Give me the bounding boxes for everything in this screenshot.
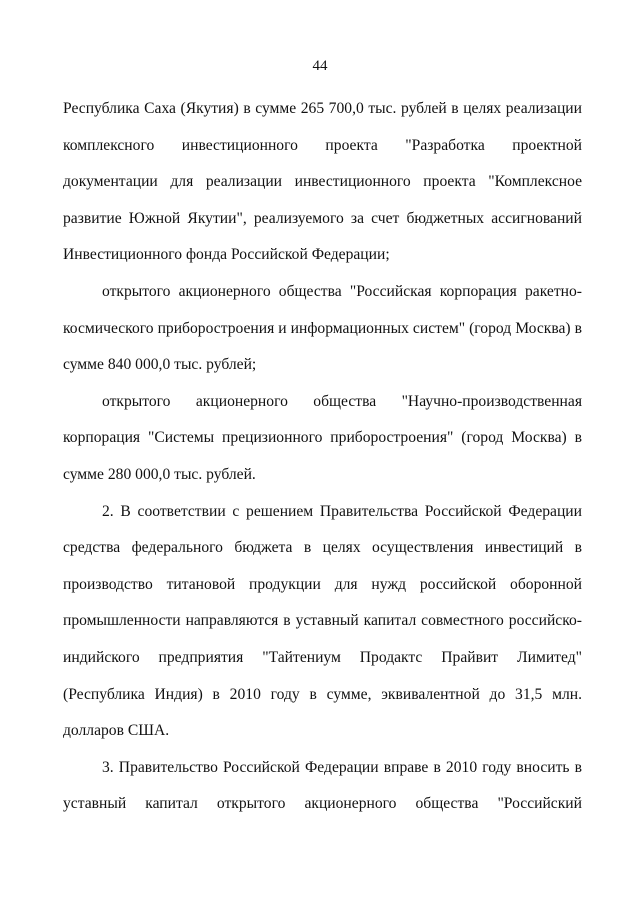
paragraph-rocket-corporation: открытого акционерного общества "Российская корпорация ракетно-космического приборостроения и информационных систем" (город Москва) в сумме 840 000,0 тыс. рублей; (63, 282, 582, 374)
page-number: 44 (312, 58, 328, 74)
paragraph-yakutia: Республика Саха (Якутия) в сумме 265 700,0 тыс. рублей в целях реализации комплексного инвестиционного проекта "Разработка проектной документации для реализации инвестиционного проекта "Комплексное развитие Южной Якутии", реализуемого за счет бюджетных ассигнований Инвестиционного фонда Российской Федерации; (63, 100, 582, 264)
paragraph-precision-instruments: открытого акционерного общества "Научно-производственная корпорация "Системы прецизионного приборостроения" (город Москва) в сумме 280 000,0 тыс. рублей. (63, 392, 582, 483)
paragraph-item-2: 2. В соответствии с решением Правительства Российской Федерации средства федерального бюджета в целях осуществления инвестиций в производство титановой продукции для нужд российской оборонной промышленности направляются в уставный капитал совместного российско-индийского предприятия "Тайтениум Продактс Прайвит Лимитед" (Республика Индия) в 2010 году в сумме, эквивалентной до 31,5 млн. долларов США. (63, 502, 582, 740)
paragraph-item-3: 3. Правительство Российской Федерации вправе в 2010 году вносить в уставный капитал открытого акционерного общества "Российский (63, 758, 582, 813)
document-body (63, 91, 582, 823)
